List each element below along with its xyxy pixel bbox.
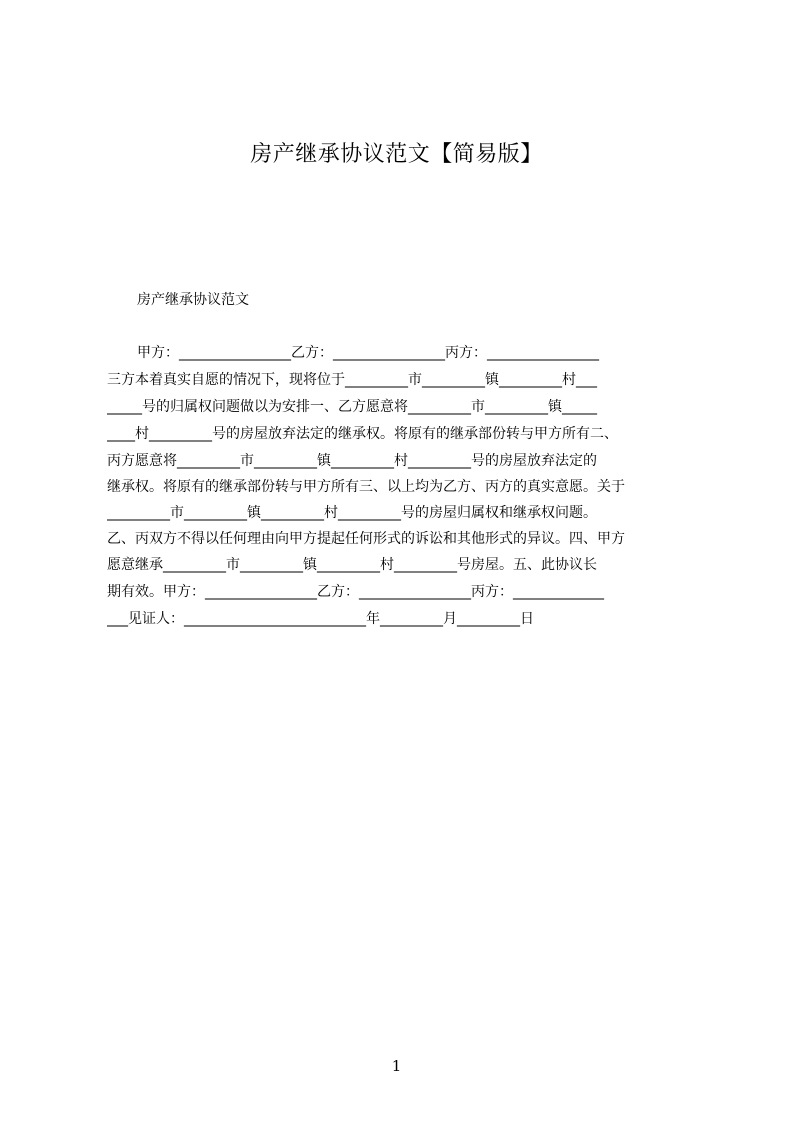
body-line: 愿意继承_________市_________镇_________村_________号房屋。五、此协议长 [107, 557, 597, 573]
body-line: 期有效。甲方：________________乙方：________________丙方：_____________ [107, 584, 604, 600]
document-subtitle: 房产继承协议范文 [137, 292, 249, 308]
body-line: 丙方愿意将_________市_________镇_________村_________号的房屋放弃法定的 [107, 453, 597, 469]
page-number: 1 [391, 1057, 402, 1075]
body-line: 乙、丙双方不得以任何理由向甲方提起任何形式的诉讼和其他形式的异议。四、甲方 [107, 531, 625, 547]
body-line: _____号的归属权问题做以为安排一、乙方愿意将_________市_________镇_____ [107, 399, 597, 415]
document-title: 房产继承协议范文【简易版】 [250, 142, 543, 167]
body-line: _________市_________镇_________村_________号的房屋归属权和继承权问题。 [107, 505, 597, 521]
body-line: ____村_________号的房屋放弃法定的继承权。将原有的继承部份转与甲方所有二、 [107, 426, 618, 442]
body-line: 甲方：________________乙方：________________丙方：________________ [137, 345, 599, 361]
body-line: 三方本着真实自愿的情况下，现将位于_________市_________镇_________村___ [107, 372, 597, 388]
body-line: ___见证人：__________________________年_________月_________日 [107, 611, 534, 627]
body-line: 继承权。将原有的继承部份转与甲方所有三、以上均为乙方、丙方的真实意愿。关于 [107, 479, 625, 495]
